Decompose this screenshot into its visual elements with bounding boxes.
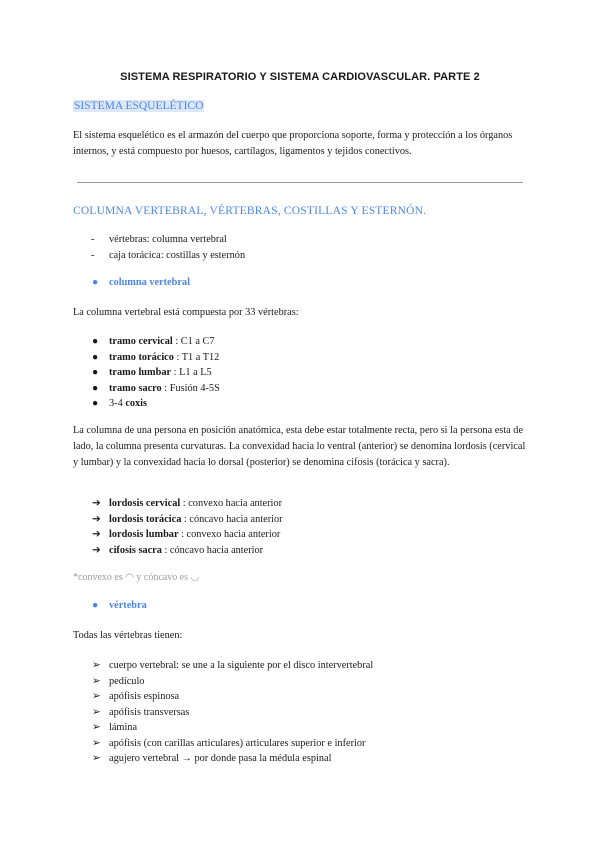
intro-paragraph: El sistema esquelético es el armazón del cuerpo que proporciona soporte, forma y protección a los órganos internos, y está compuesto por huesos, cartílagos, ligamentos y tejidos conectivos. (73, 130, 513, 157)
list-item: ➢ apófisis (con carillas articulares) articulares superior e inferior (109, 736, 373, 752)
convex-concave-note: *convexo es ◠ y cóncavo es ◡ (73, 572, 200, 583)
list-item: ● tramo lumbar : L1 a L5 (109, 365, 220, 381)
dash-marker: - (91, 249, 95, 261)
arrowhead-icon: ➢ (92, 753, 101, 764)
subheading-columna-vertebral: ● columna vertebral (92, 277, 190, 288)
list-item: ● tramo torácico : T1 a T12 (109, 350, 220, 366)
list-item: ● tramo cervical : C1 a C7 (109, 334, 220, 350)
arrow-icon: ➔ (92, 513, 101, 525)
list-item: ➢ cuerpo vertebral: se une a la siguiente por el disco intervertebral (109, 658, 373, 674)
arrowhead-icon: ➢ (92, 737, 101, 749)
bullet-icon: ● (92, 600, 99, 611)
document-title: SISTEMA RESPIRATORIO Y SISTEMA CARDIOVASCULAR. PARTE 2 (120, 71, 480, 83)
list-item: ● 3-4 coxis (109, 396, 220, 412)
arrowhead-icon: ➢ (92, 660, 101, 671)
bullet-icon: ● (92, 351, 99, 363)
list-item: ➔ cifosis sacra : cóncavo hacia anterior (109, 543, 283, 559)
arrowhead-icon: ➢ (92, 706, 101, 718)
list-item: ➔ lordosis lumbar : convexo hacia anterior (109, 527, 283, 543)
list-item: ➢ apófisis espinosa (109, 689, 373, 705)
vertebra-parts-list (92, 658, 374, 767)
arrow-icon: ➔ (92, 498, 101, 509)
curvature-list (92, 496, 283, 558)
arrow-icon: ➔ (92, 529, 101, 540)
bullet-icon: ● (92, 277, 99, 288)
list-item: ➢ lámina (109, 720, 373, 736)
list-item: ➢ apófisis transversas (109, 705, 373, 721)
bullet-icon: ● (92, 382, 99, 394)
arrowhead-icon: ➢ (92, 675, 101, 687)
arrowhead-icon: ➢ (92, 691, 101, 702)
list-item: - vértebras: columna vertebral (109, 232, 245, 248)
list-item: ➔ lordosis cervical : convexo hacia anterior (109, 496, 283, 512)
subheading-vertebra: ● vértebra (92, 600, 147, 611)
horizontal-divider (77, 182, 523, 183)
section-heading-columna: COLUMNA VERTEBRAL, VÉRTEBRAS, COSTILLAS Y ESTERNÓN. (73, 205, 427, 217)
bullet-icon: ● (92, 336, 99, 347)
tramos-list (92, 334, 220, 412)
section-heading-esqueletico: SISTEMA ESQUELÉTICO (74, 100, 204, 112)
arrowhead-icon: ➢ (92, 722, 101, 733)
list-item: ➔ lordosis torácica : cóncavo hacia anterior (109, 512, 283, 528)
dash-list (91, 232, 246, 263)
vertebrae-count-text: La columna vertebral está compuesta por 33 vértebras: (73, 307, 299, 318)
arrow-icon: ➔ (92, 544, 101, 556)
curvature-paragraph: La columna de una persona en posición anatómica, esta debe estar totalmente recta, pero si la persona esta de lado, la columna presenta curvaturas. La convexidad hacia lo ventral (anterior) se denomina lordosis (cervical y lumbar) y la convexidad hacia lo dorsal (posterior) se denomina cifosis (torácica y sacra). (73, 425, 526, 468)
list-item: - caja torácica: costillas y esternón (109, 248, 245, 264)
bullet-icon: ● (92, 367, 99, 378)
list-item: ● tramo sacro : Fusión 4-5S (109, 381, 220, 397)
vertebra-intro-text: Todas las vértebras tienen: (73, 630, 183, 641)
list-item: ➢ agujero vertebral → por donde pasa la médula espinal (109, 751, 373, 767)
dash-marker: - (91, 234, 95, 245)
list-item: ➢ pedículo (109, 674, 373, 690)
bullet-icon: ● (92, 398, 99, 409)
